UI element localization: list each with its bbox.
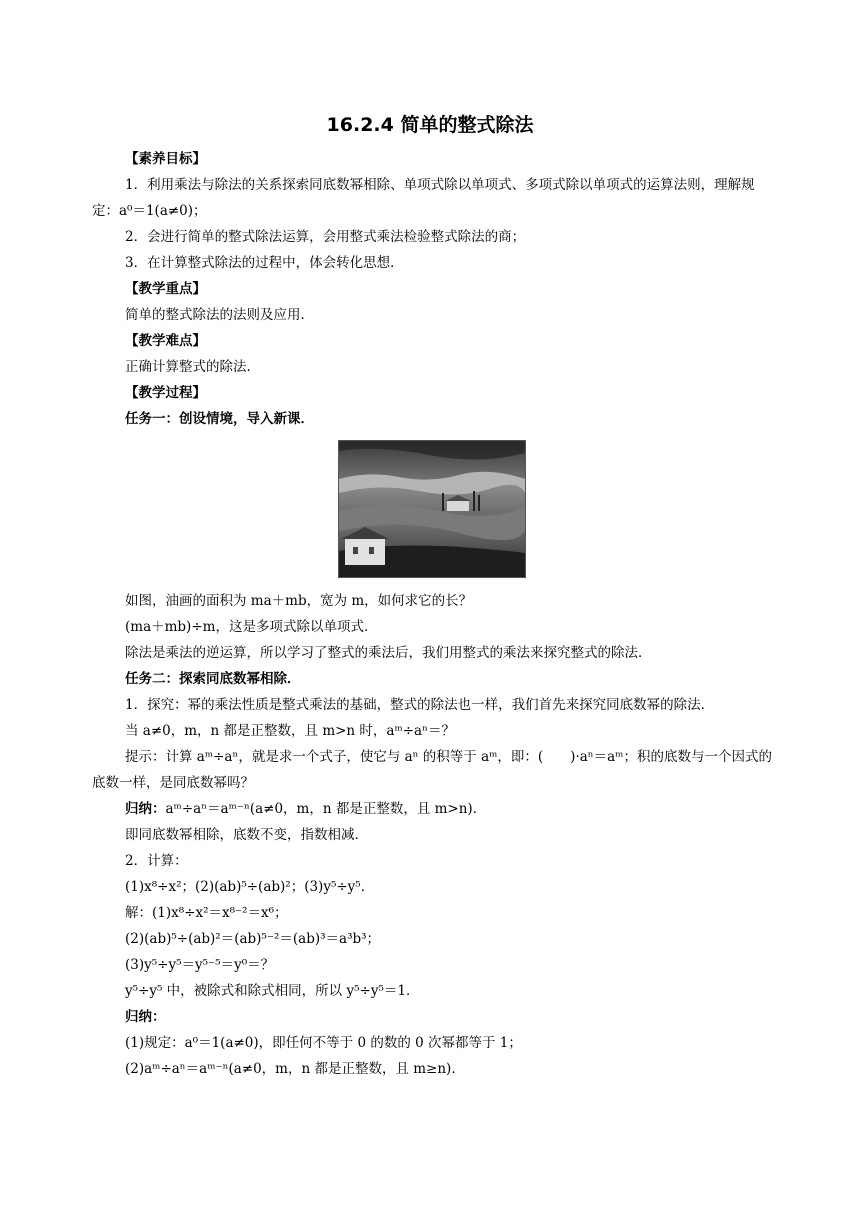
goal-item-1: 1．利用乘法与除法的关系探索同底数幂相除、单项式除以单项式、多项式除以单项式的运算法则，理解规定：a⁰＝1(a≠0)； xyxy=(92,177,755,219)
summary-label: 归纳： xyxy=(125,1009,166,1025)
goals-heading: 【素养目标】 xyxy=(125,151,206,167)
induction-text: aᵐ÷aⁿ＝aᵐ⁻ⁿ(a≠0，m，n 都是正整数，且 m>n)． xyxy=(165,801,487,817)
goal-item-2: 2．会进行简单的整式除法运算，会用整式乘法检验整式除法的商； xyxy=(125,229,526,245)
task2-question: 当 a≠0，m，n 都是正整数，且 m>n 时，aᵐ÷aⁿ＝？ xyxy=(125,723,455,739)
solution-1: 解：(1)x⁸÷x²＝x⁸⁻²＝x⁶； xyxy=(125,905,288,921)
difficulty-text: 正确计算整式的除法． xyxy=(125,359,260,375)
goal-item-3: 3．在计算整式除法的过程中，体会转化思想． xyxy=(125,255,404,271)
document-body xyxy=(92,146,772,1082)
solution-note: y⁵÷y⁵ 中，被除式和除式相同，所以 y⁵÷y⁵＝1． xyxy=(125,983,420,999)
solution-2: (2)(ab)⁵÷(ab)²＝(ab)⁵⁻²＝(ab)³＝a³b³； xyxy=(125,931,381,947)
task1-line-3: 除法是乘法的逆运算，所以学习了整式的乘法后，我们用整式的乘法来探究整式的除法． xyxy=(125,645,652,661)
page-title: 16.2.4 简单的整式除法 xyxy=(326,114,534,136)
key-point-heading: 【教学重点】 xyxy=(125,281,206,297)
task2-explore: 1．探究：幂的乘法性质是整式乘法的基础，整式的除法也一样，我们首先来探究同底数幂的除法． xyxy=(125,697,715,713)
summary-2: (2)aᵐ÷aⁿ＝aᵐ⁻ⁿ(a≠0，m，n 都是正整数，且 m≥n)． xyxy=(125,1061,465,1077)
task1-heading: 任务一：创设情境，导入新课． xyxy=(125,411,314,427)
calc-problems: (1)x⁸÷x²；(2)(ab)⁵÷(ab)²；(3)y⁵÷y⁵． xyxy=(125,879,375,895)
difficulty-heading: 【教学难点】 xyxy=(125,333,206,349)
key-point-text: 简单的整式除法的法则及应用． xyxy=(125,307,314,323)
calc-heading: 2．计算： xyxy=(125,853,188,869)
solution-3: (3)y⁵÷y⁵＝y⁵⁻⁵＝y⁰＝？ xyxy=(125,957,275,973)
induction-label: 归纳： xyxy=(125,801,166,817)
task2-heading: 任务二：探索同底数幂相除． xyxy=(125,671,301,687)
task1-line-2: (ma＋mb)÷m，这是多项式除以单项式． xyxy=(125,619,378,635)
landscape-painting-image xyxy=(338,440,526,578)
process-heading: 【教学过程】 xyxy=(125,385,206,401)
summary-1: (1)规定：a⁰＝1(a≠0)，即任何不等于 0 的数的 0 次幂都等于 1； xyxy=(125,1035,522,1051)
task1-line-1: 如图，油画的面积为 ma＋mb，宽为 m，如何求它的长？ xyxy=(125,593,473,609)
task2-induction xyxy=(92,796,772,822)
task2-rule: 即同底数幂相除，底数不变，指数相减． xyxy=(125,827,368,843)
figure xyxy=(92,436,772,582)
task2-hint: 提示：计算 aᵐ÷aⁿ，就是求一个式子，使它与 aⁿ 的积等于 aᵐ，即：( )·aⁿ＝aᵐ；积的底数与一个因式的底数一样，是同底数幂吗？ xyxy=(92,749,772,791)
